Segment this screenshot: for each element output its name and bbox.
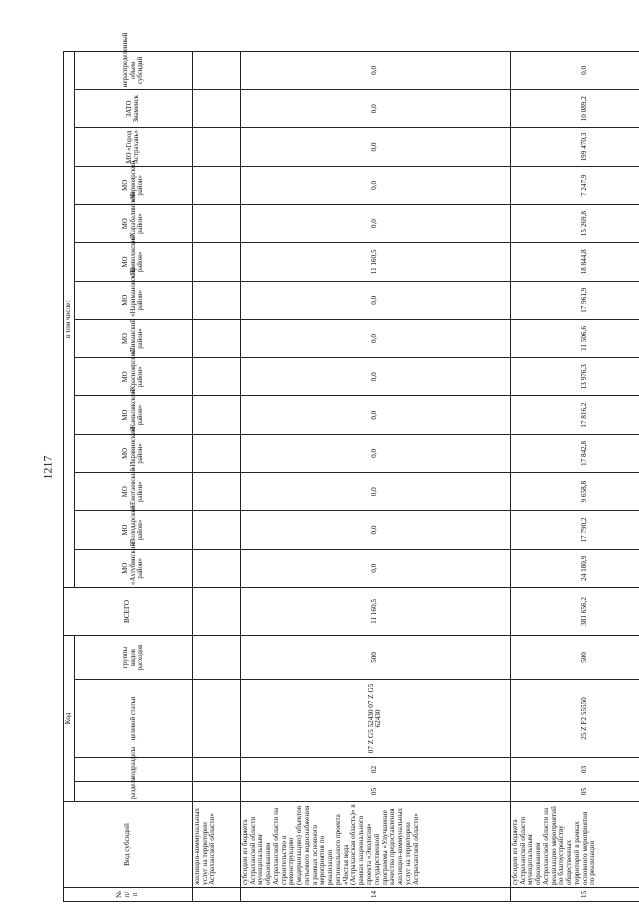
- row-value: 0,0: [240, 128, 510, 166]
- row-total: [192, 587, 240, 635]
- row-razdel: [192, 782, 240, 802]
- row-value: 199 470,3: [510, 128, 639, 166]
- row-value: 13 976,3: [510, 358, 639, 396]
- row-gvr: 500: [240, 635, 510, 679]
- row-value: 17 961,9: [510, 281, 639, 319]
- row-value: 18 844,8: [510, 243, 639, 281]
- col-header-mo-akhtubinsky: МО «Ахтубинский район»: [74, 549, 192, 587]
- row-value: 11 506,6: [510, 319, 639, 357]
- col-header-unallocated: нераспределенный объем субсидий: [74, 51, 192, 89]
- col-header-gvr: группы видов расходов: [74, 635, 192, 679]
- row-value: [192, 204, 240, 242]
- col-header-mo-limansky: МО «Лиманский район»: [74, 319, 192, 357]
- col-header-cs: целевой статьи: [74, 680, 192, 758]
- row-razdel: 05: [510, 782, 639, 802]
- col-header-mo-volodarsky: МО «Володарский район»: [74, 511, 192, 549]
- row-gvr: 500: [510, 635, 639, 679]
- row-type: жилищно-коммунальных услуг на территории Астраханской области»: [192, 802, 240, 888]
- row-total: 381 656,2: [510, 587, 639, 635]
- col-header-mo-privolzhsky: МО «Приволжский район»: [74, 243, 192, 281]
- row-podrazdel: 03: [510, 758, 639, 782]
- row-value: 0,0: [240, 434, 510, 472]
- row-cs: [192, 680, 240, 758]
- table-row: [510, 51, 639, 901]
- row-type: субсидии из бюджета Астраханской области муниципальным образованиям Астраханской области на реализацию мероприятий по благоустройству общественных территорий в рамках основного мероприятия по реализации: [510, 802, 639, 888]
- row-value: 0,0: [240, 396, 510, 434]
- table-row: [240, 51, 510, 901]
- row-value: 11 160,5: [240, 243, 510, 281]
- row-value: [192, 51, 240, 89]
- row-num: [192, 888, 240, 902]
- col-header-mo-ikryaninsky: МО «Икрянинский район»: [74, 434, 192, 472]
- subsidy-table: [63, 32, 639, 902]
- col-header-mo-kamyzyaksky: МО «Камызякский район»: [74, 396, 192, 434]
- row-podrazdel: [192, 758, 240, 782]
- row-value: 9 658,8: [510, 473, 639, 511]
- row-value: [192, 473, 240, 511]
- row-value: 24 180,9: [510, 549, 639, 587]
- col-header-mo-narimanovsky: МО «Наримановский район»: [74, 281, 192, 319]
- row-value: 0,0: [240, 166, 510, 204]
- col-header-num: № п/п: [64, 888, 193, 902]
- row-value: 0,0: [240, 511, 510, 549]
- col-header-in-that: в том числе:: [64, 51, 75, 587]
- row-value: 0,0: [240, 319, 510, 357]
- row-value: [192, 434, 240, 472]
- col-header-razdel: раздела: [74, 782, 192, 802]
- row-value: 0,0: [240, 90, 510, 128]
- row-value: 0,0: [240, 549, 510, 587]
- row-value: 0,0: [240, 51, 510, 89]
- row-value: [192, 319, 240, 357]
- table-row: [192, 51, 240, 901]
- col-header-type: Вид субсидий: [64, 802, 193, 888]
- col-header-mo-enotaevsky: МО «Енотаевский район»: [74, 473, 192, 511]
- row-cs: 25 Z F2 55550: [510, 680, 639, 758]
- row-value: 17 842,8: [510, 434, 639, 472]
- row-num: 15: [510, 888, 639, 902]
- row-type: субсидии из бюджета Астраханской области муниципальным образованиям Астраханской области на строительство и реконструкцию (модернизацию) объектов питьевого водоснабжения в рамках основного мероприятия по реализации регионального проекта «Чистая вода (Астраханская область)» в рамках национального проекта «Экология» государственной программы «Улучшение качества предоставления жилищно-коммунальных услуг на территории Астраханской области»: [240, 802, 510, 888]
- col-header-code: Код: [64, 635, 75, 801]
- col-header-total: ВСЕГО: [64, 587, 193, 635]
- row-value: 0,0: [240, 473, 510, 511]
- row-total: 11 160,5: [240, 587, 510, 635]
- col-header-mo-astrakhan: МО «Город Астрахань»: [74, 128, 192, 166]
- row-value: 0,0: [240, 358, 510, 396]
- row-value: [192, 511, 240, 549]
- col-header-mo-kharabalinsky: МО «Харабалинский район»: [74, 204, 192, 242]
- row-num: 14: [240, 888, 510, 902]
- row-value: [192, 90, 240, 128]
- row-value: [192, 166, 240, 204]
- row-value: [192, 358, 240, 396]
- row-razdel: 05: [240, 782, 510, 802]
- row-value: [192, 549, 240, 587]
- header-row-1: [64, 51, 75, 901]
- col-header-podrazdel: подраздела: [74, 758, 192, 782]
- row-cs: 07 Z G5 52430 07 Z G5 62430: [240, 680, 510, 758]
- row-value: 10 089,2: [510, 90, 639, 128]
- col-header-zato-znamensk: ЗАТО Знаменск: [74, 90, 192, 128]
- row-value: 0,0: [240, 281, 510, 319]
- row-value: 15 269,8: [510, 204, 639, 242]
- row-gvr: [192, 635, 240, 679]
- col-header-mo-krasnoyarsky: МО «Красноярский район»: [74, 358, 192, 396]
- row-value: 0,0: [510, 51, 639, 89]
- row-value: 17 790,2: [510, 511, 639, 549]
- row-value: [192, 128, 240, 166]
- row-value: 0,0: [240, 204, 510, 242]
- col-header-mo-chernoyarsky: МО «Черноярский район»: [74, 166, 192, 204]
- row-value: 17 816,2: [510, 396, 639, 434]
- page-number: 1217: [40, 455, 55, 480]
- row-value: [192, 243, 240, 281]
- row-value: 7 247,9: [510, 166, 639, 204]
- row-value: [192, 281, 240, 319]
- row-podrazdel: 02: [240, 758, 510, 782]
- row-value: [192, 396, 240, 434]
